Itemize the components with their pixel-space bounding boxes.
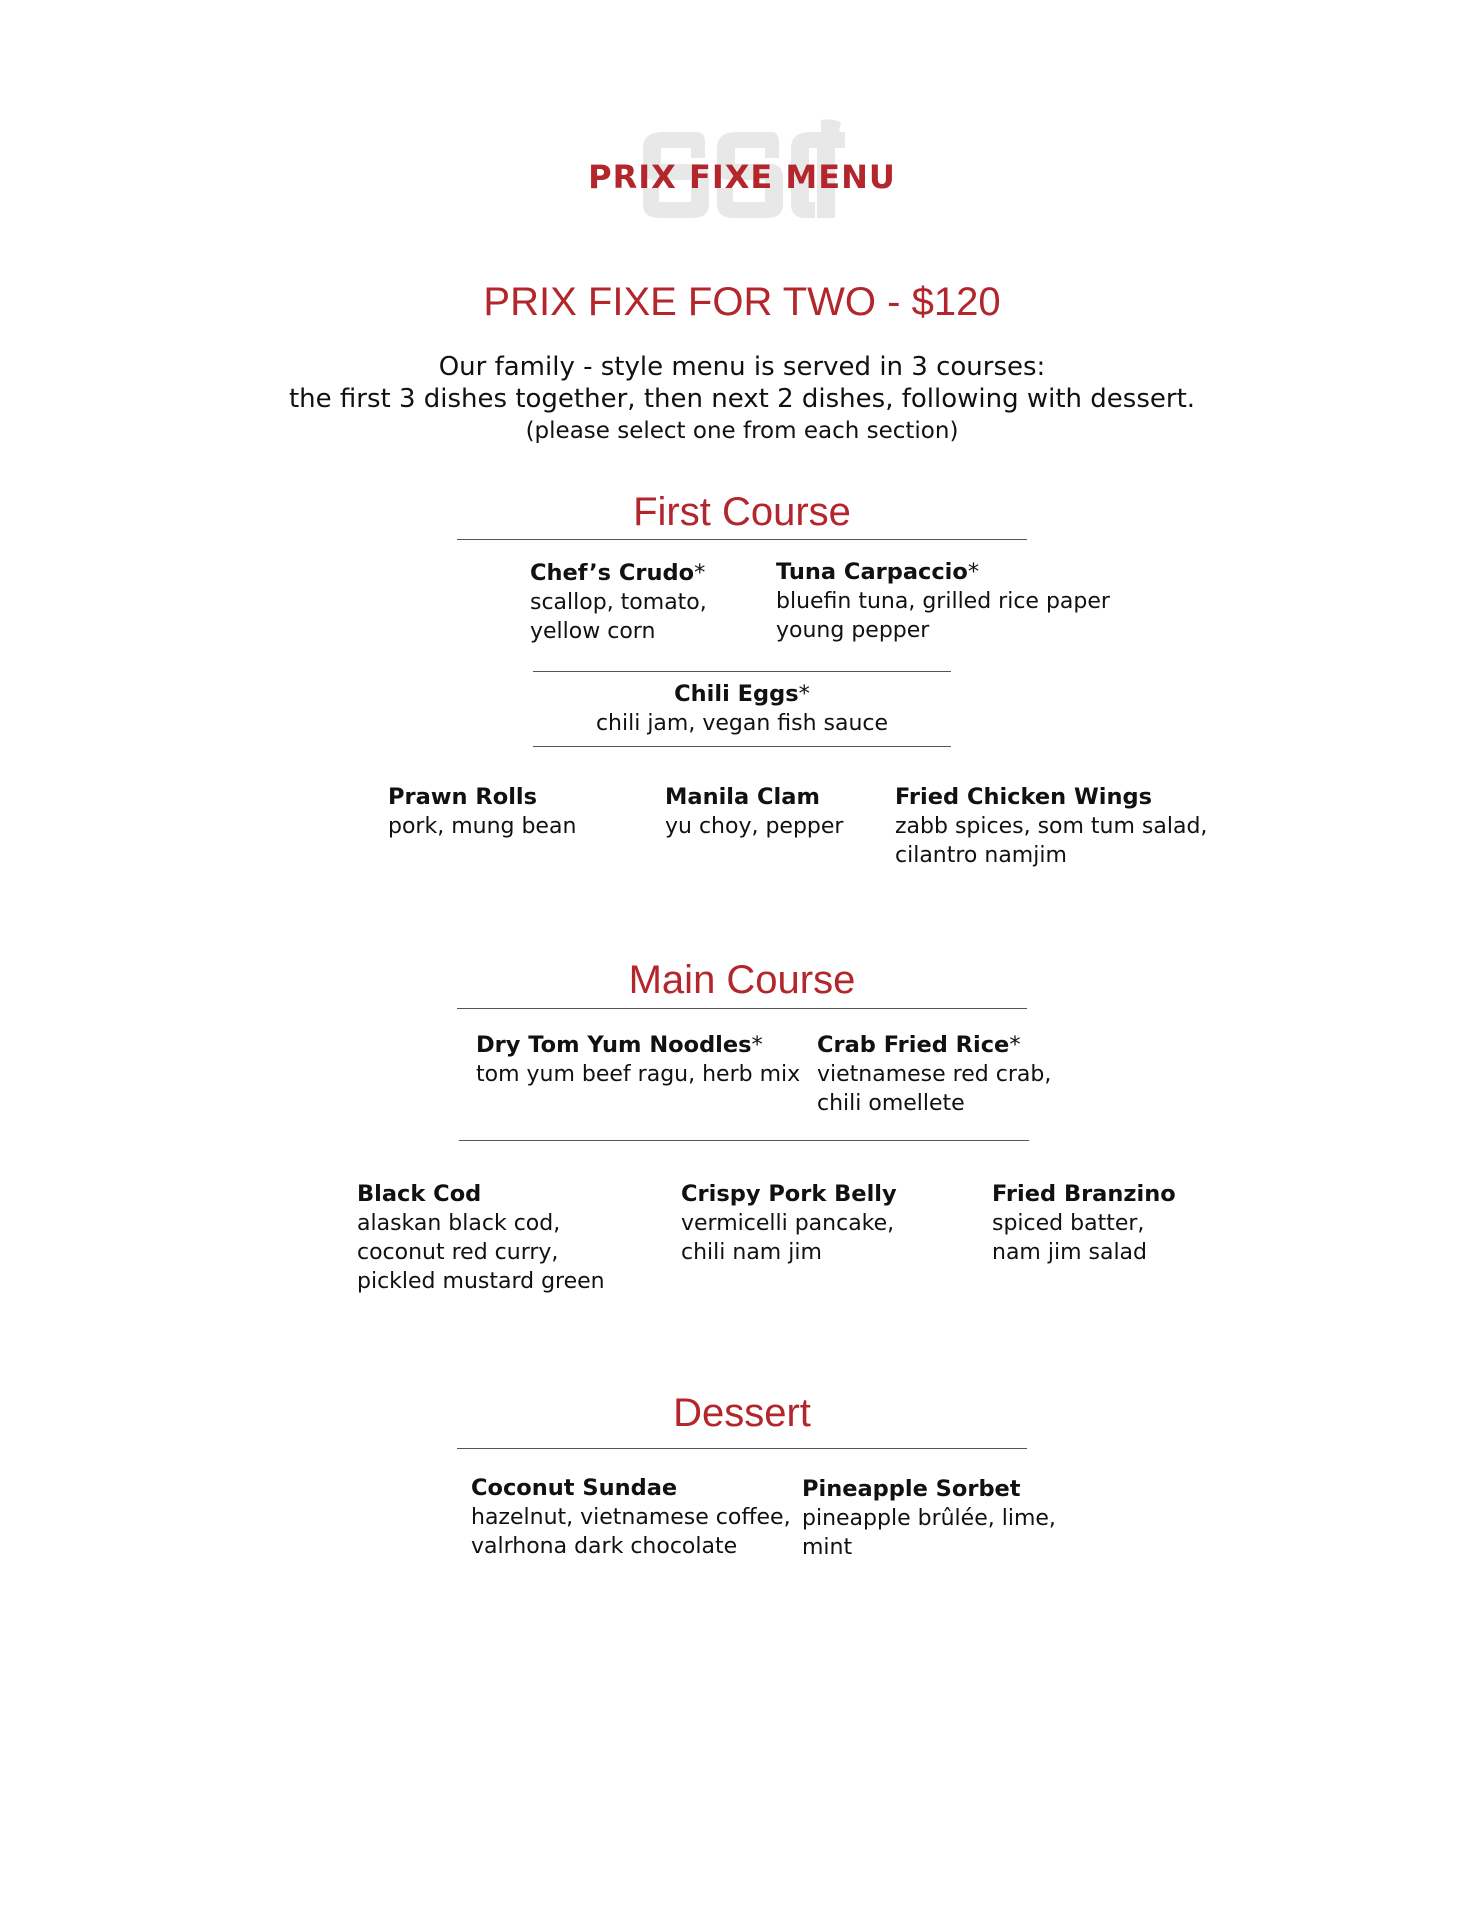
menu-item [802, 1475, 1056, 1562]
item-name: Crispy Pork Belly [681, 1181, 897, 1207]
item-name: Coconut Sundae [471, 1475, 678, 1501]
intro-note: (please select one from each section) [525, 418, 959, 444]
item-description: zabb spices, som tum salad, cilantro namjim [895, 814, 1208, 868]
section-divider [457, 539, 1027, 540]
item-description: tom yum beef ragu, herb mix [476, 1062, 801, 1087]
menu-item [388, 783, 576, 841]
menu-item [530, 559, 707, 646]
item-description: bluefin tuna, grilled rice paper young pepper [776, 589, 1110, 643]
menu-item [895, 783, 1207, 870]
section-title-dessert: Dessert [673, 1391, 811, 1435]
item-description: pork, mung bean [388, 814, 577, 839]
section-title-main-course: Main Course [628, 958, 856, 1002]
divider [459, 1140, 1029, 1141]
item-name: Crab Fried Rice* [817, 1032, 1021, 1058]
menu-item [476, 1031, 800, 1089]
item-name: Fried Chicken Wings [895, 784, 1153, 810]
item-name: Pineapple Sorbet [802, 1476, 1021, 1502]
item-description: yu choy, pepper [665, 814, 844, 839]
menu-item [992, 1180, 1176, 1267]
menu-title: PRIX FIXE MENU [588, 158, 896, 196]
item-description: hazelnut, vietnamese coffee, valrhona dark chocolate [471, 1505, 791, 1559]
item-name: Chili Eggs* [674, 681, 810, 707]
section-divider [457, 1008, 1027, 1009]
menu-item [776, 558, 1110, 645]
intro-text: Our family - style menu is served in 3 courses: [438, 352, 1046, 382]
item-name: Dry Tom Yum Noodles* [476, 1032, 763, 1058]
section-title-first-course: First Course [633, 490, 851, 534]
intro-text: the first 3 dishes together, then next 2 dishes, following with dessert. [288, 384, 1196, 414]
item-description: scallop, tomato, yellow corn [530, 590, 707, 644]
menu-item [681, 1180, 897, 1267]
divider [533, 671, 951, 672]
item-description: chili jam, vegan fish sauce [595, 711, 889, 736]
item-name: Prawn Rolls [388, 784, 538, 810]
menu-item [817, 1031, 1051, 1118]
item-name: Black Cod [357, 1181, 482, 1207]
price-heading: PRIX FIXE FOR TWO - $120 [483, 280, 1001, 324]
item-name: Chef’s Crudo* [530, 560, 706, 586]
section-divider [457, 1448, 1027, 1449]
item-name: Fried Branzino [992, 1181, 1176, 1207]
menu-item [533, 680, 951, 738]
item-description: alaskan black cod, coconut red curry, pickled mustard green [357, 1211, 605, 1294]
item-description: pineapple brûlée, lime, mint [802, 1506, 1056, 1560]
item-description: spiced batter, nam jim salad [992, 1211, 1147, 1265]
item-description: vermicelli pancake, chili nam jim [681, 1211, 895, 1265]
item-name: Manila Clam [665, 784, 820, 810]
menu-item [471, 1474, 791, 1561]
menu-item [357, 1180, 605, 1296]
divider [533, 746, 951, 747]
item-name: Tuna Carpaccio* [776, 559, 980, 585]
item-description: vietnamese red crab, chili omellete [817, 1062, 1052, 1116]
menu-item [665, 783, 843, 841]
